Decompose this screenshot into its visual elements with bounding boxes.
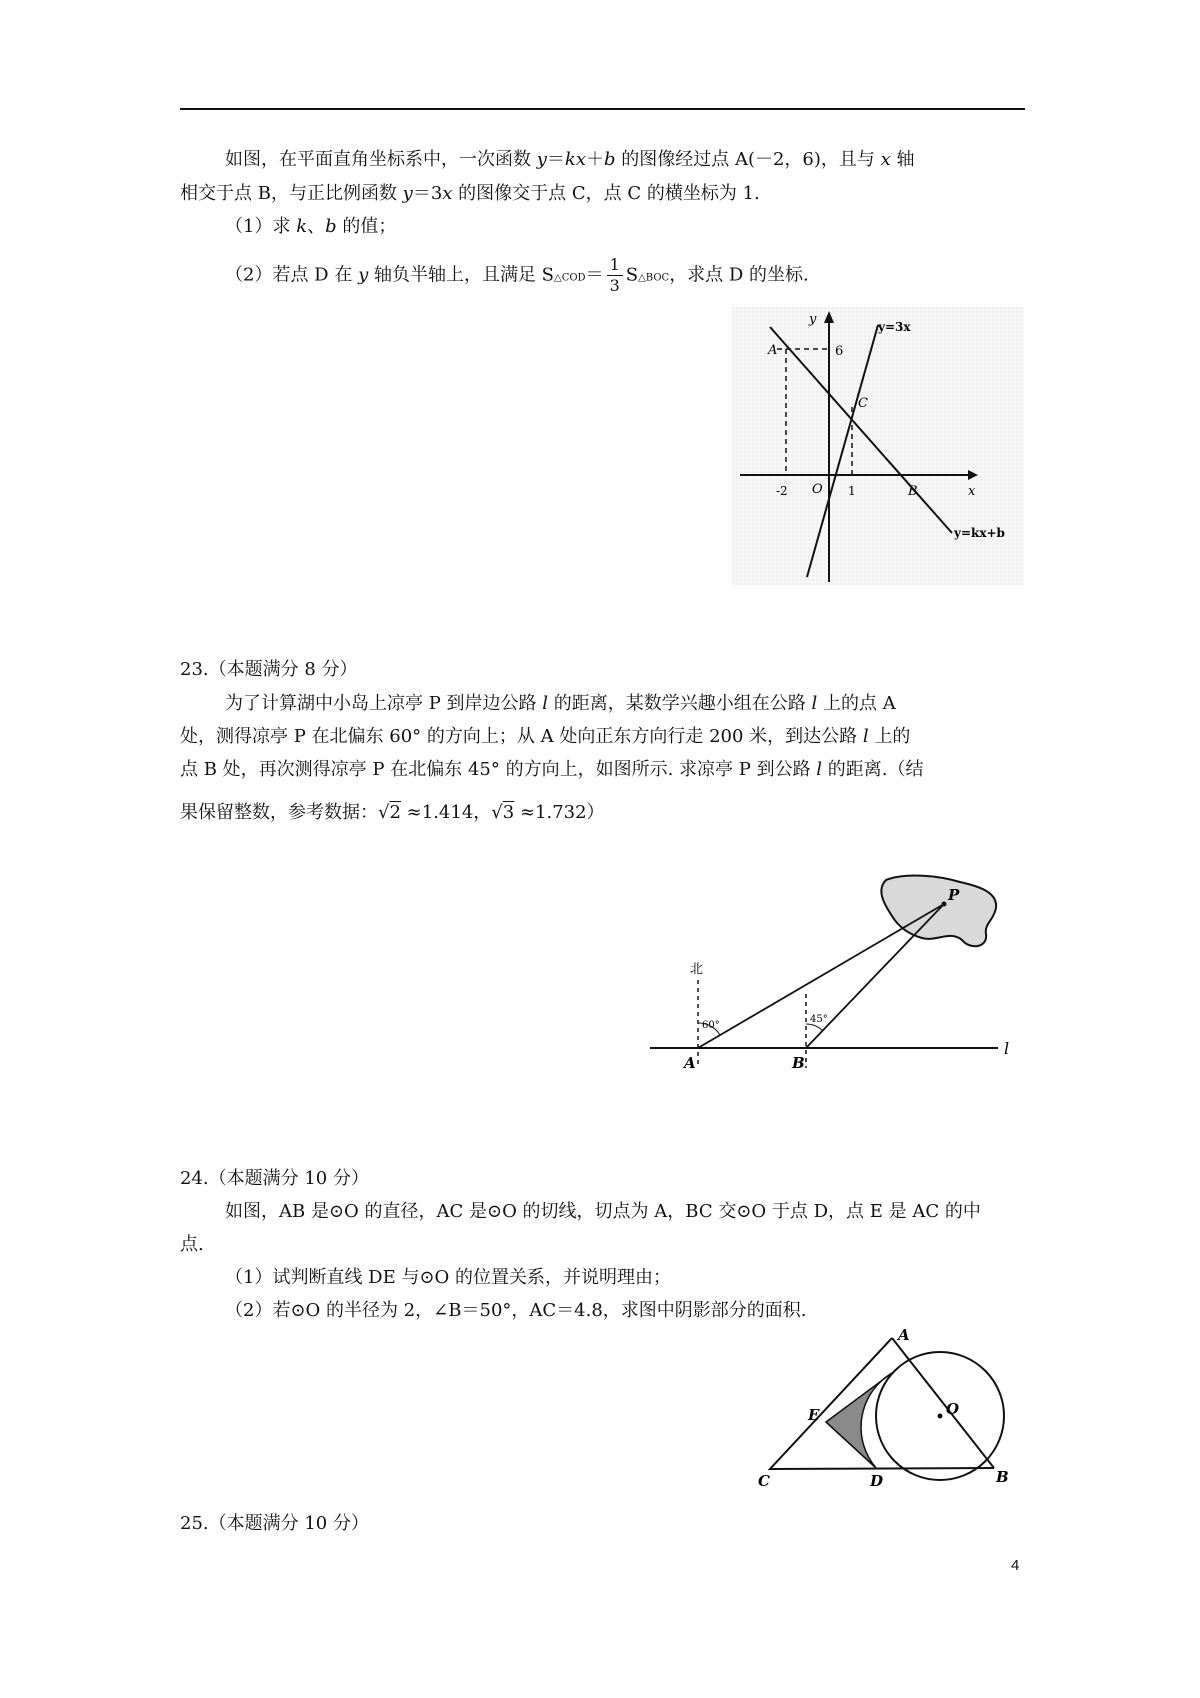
- q23-line4: 果保留整数，参考数据：√2 ≈1.414，√3 ≈1.732）: [180, 802, 605, 823]
- q24-line2: 点.: [180, 1234, 204, 1255]
- label-a: A: [768, 343, 778, 358]
- label-p: P: [948, 886, 960, 904]
- page-number: 4: [1011, 1557, 1020, 1574]
- sqrt-2: √2: [378, 802, 401, 823]
- q24-part2: （2）若⊙O 的半径为 2，∠B＝50°，AC＝4.8，求图中阴影部分的面积.: [225, 1300, 807, 1321]
- q25-heading: 25.（本题满分 10 分）: [180, 1513, 369, 1534]
- island-shape: [881, 876, 996, 947]
- label-c: C: [758, 1472, 770, 1490]
- label-a: A: [684, 1054, 696, 1072]
- q24-part1: （1）试判断直线 DE 与⊙O 的位置关系，并说明理由；: [225, 1267, 672, 1288]
- label-60: 60°: [702, 1020, 720, 1031]
- label-1: 1: [848, 484, 856, 498]
- q22-line1: 如图，在平面直角坐标系中，一次函数 y＝kx＋b 的图像经过点 A(－2，6)，且与 x 轴: [225, 149, 915, 170]
- label-6: 6: [835, 344, 844, 359]
- q23-heading: 23.（本题满分 8 分）: [180, 659, 358, 680]
- q23-line1: 为了计算湖中小岛上凉亭 P 到岸边公路 l 的距离，某数学兴趣小组在公路 l 上的点 A: [225, 693, 896, 714]
- q24-line1: 如图，AB 是⊙O 的直径，AC 是⊙O 的切线，切点为 A，BC 交⊙O 于点 D，点 E 是 AC 的中: [225, 1201, 981, 1222]
- label-45: 45°: [810, 1014, 828, 1025]
- label-c: C: [858, 396, 868, 411]
- label-neg2: -2: [776, 484, 788, 498]
- sqrt-3: √3: [491, 802, 515, 823]
- label-o: O: [812, 482, 823, 497]
- center-o: [938, 1414, 943, 1419]
- label-d: D: [870, 1472, 884, 1490]
- label-a: A: [898, 1328, 910, 1344]
- label-e: E: [808, 1406, 820, 1424]
- label-y: y: [809, 312, 817, 327]
- q23-line2: 处，测得凉亭 P 在北偏东 60° 的方向上；从 A 处向正东方向行走 200 米，到达公路 l 上的: [180, 726, 911, 747]
- header-rule: [180, 108, 1025, 110]
- q22-line2: 相交于点 B，与正比例函数 y＝3x 的图像交于点 C，点 C 的横坐标为 1.: [180, 183, 760, 204]
- q24-circle-figure: [752, 1328, 1024, 1490]
- q24-heading: 24.（本题满分 10 分）: [180, 1168, 369, 1189]
- label-line-kxb: y=kx+b: [954, 526, 1005, 540]
- q22-part1: （1）求 k、b 的值；: [225, 216, 397, 237]
- label-b: B: [792, 1054, 805, 1072]
- label-x: x: [968, 484, 976, 499]
- q23-line3: 点 B 处，再次测得凉亭 P 在北偏东 45° 的方向上，如图所示. 求凉亭 P 到公路 l 的距离.（结: [180, 759, 924, 780]
- label-b: B: [996, 1468, 1009, 1486]
- label-l: l: [1004, 1039, 1010, 1058]
- point-p: [942, 902, 947, 907]
- triangle-acb: [770, 1338, 994, 1469]
- angle-arc-45: [806, 1024, 823, 1031]
- label-line-3x: y=3x: [878, 320, 911, 334]
- q22-part2: （2）若点 D 在 y 轴负半轴上，且满足 S△COD＝ $\frac{1}{3}$ S△BOC，求点 D 的坐标.: [225, 255, 809, 295]
- label-o: O: [946, 1400, 960, 1418]
- q22-coordinate-figure: [732, 307, 1024, 585]
- fraction-one-third: $\frac{1}{3}$: [607, 255, 623, 296]
- diameter-ab: [892, 1338, 994, 1468]
- line-ap: [698, 904, 944, 1048]
- label-north: 北: [690, 962, 704, 977]
- line-bp: [806, 904, 944, 1048]
- q23-pavilion-figure: [648, 868, 1018, 1088]
- label-b: B: [908, 484, 918, 499]
